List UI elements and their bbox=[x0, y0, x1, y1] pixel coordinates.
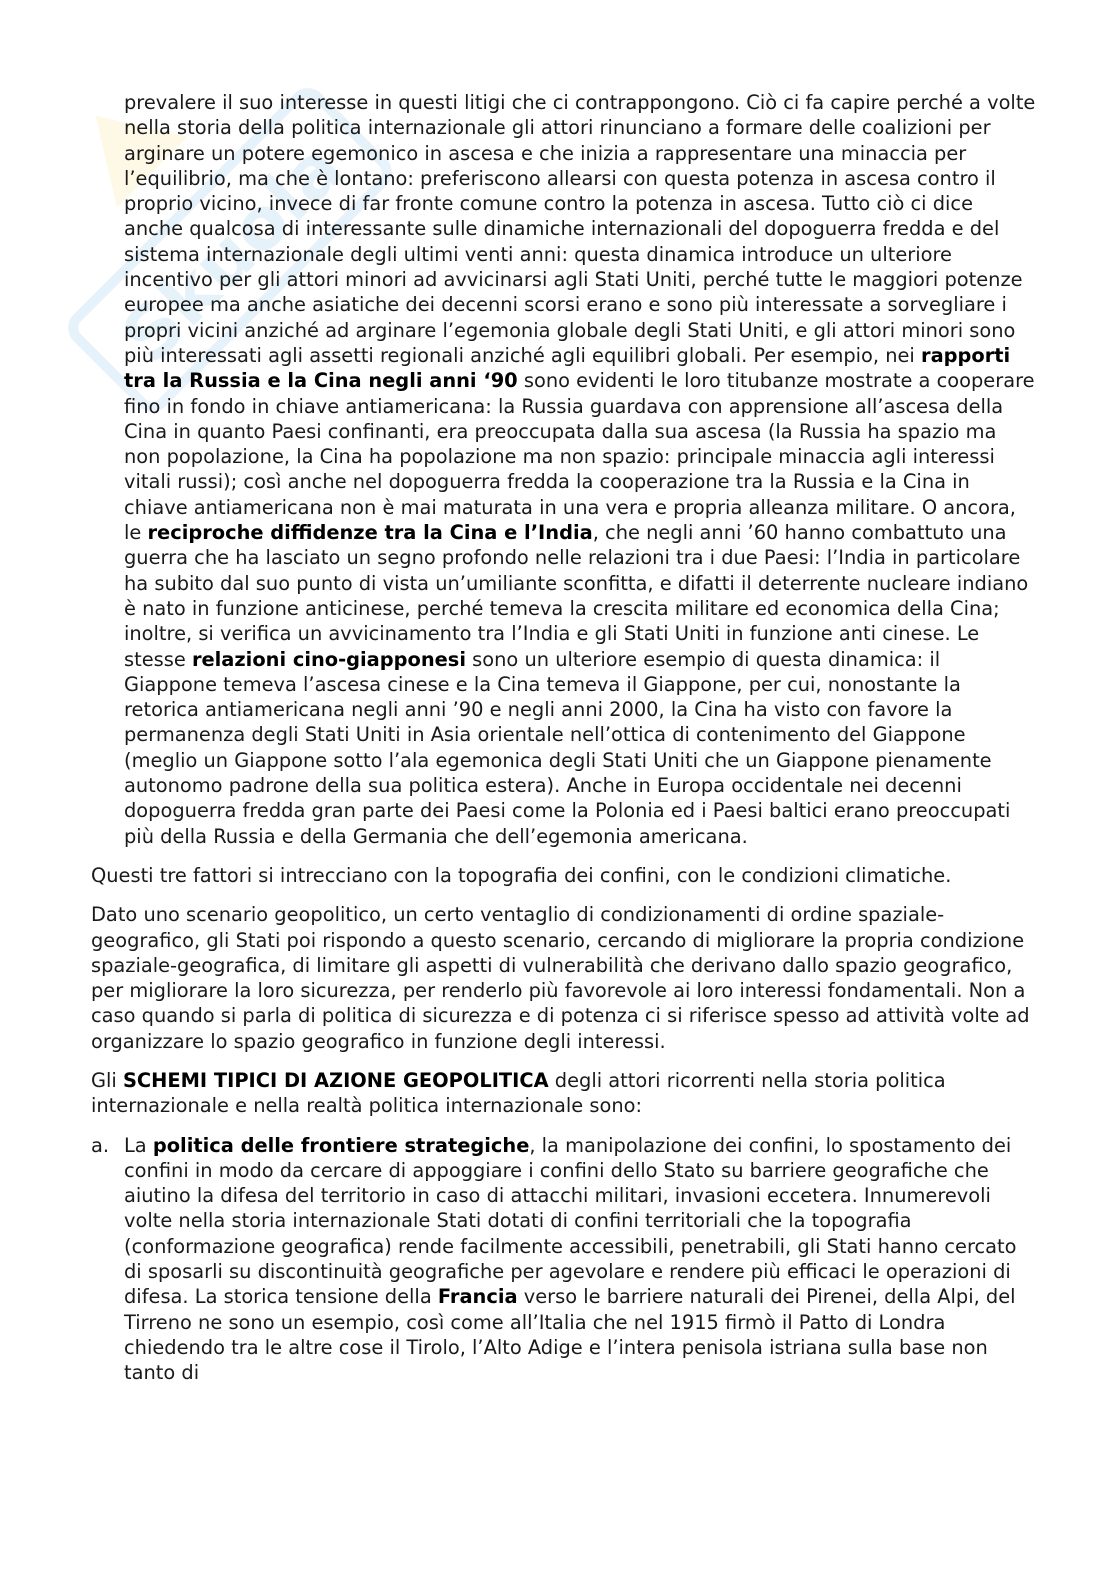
paragraph-russia-china-india-japan bbox=[124, 90, 1036, 849]
text-run: sono un ulteriore esempio di questa dinamica: il Giappone temeva l’ascesa cinese e la Cina temeva il Giappone, per cui, nonostante la retorica antiamericana negli anni ’90 e negli anni 2000, la Cina ha visto con favore la permanenza degli Stati Uniti in Asia orientale nell’ottica di contenimento del Giappone (meglio un Giappone sotto l’ala egemonica degli Stati Uniti che un Giappone pienamente autonomo padrone della sua politica estera). Anche in Europa occidentale nei decenni dopoguerra fredda gran parte dei Paesi come la Polonia ed i Paesi baltici erano preoccupati più della Russia e della Germania che dell’egemonia americana. bbox=[124, 647, 1011, 848]
paragraph-geopolitical-scenario: Dato uno scenario geopolitico, un certo ventaglio di condizionamenti di ordine spaziale-geografico, gli Stati poi rispondo a questo scenario, cercando di migliorare la propria condizione spaziale-geografica, di limitare gli aspetti di vulnerabilità che derivano dallo spazio geografico, per migliorare la loro sicurezza, per renderlo più favorevole ai loro interessi fondamentali. Non a caso quando si parla di politica di sicurezza e di potenza ci si riferisce spesso ad attività volte ad organizzare lo spazio geografico in funzione degli interessi. bbox=[91, 903, 1030, 1053]
text-run: , che negli anni ’60 hanno combattuto una guerra che ha lasciato un segno profondo nelle relazioni tra i due Paesi: l’India in particolare ha subito dal suo punto di vista un’umiliante sconfitta, e difatti il deterrente nucleare indiano è nato in funzione anticinese, perché temeva la crescita militare ed economica della Cina; inoltre, si verifica un avvicinamento tra l’India e gli Stati Uniti in funzione anti cinese. Le stesse bbox=[124, 521, 1029, 671]
text-run: Gli bbox=[91, 1068, 123, 1092]
bold-russia-china: rapporti tra la Russia e la Cina negli anni ‘90 bbox=[124, 343, 1011, 393]
paragraph-typical-schemes bbox=[91, 1068, 1036, 1119]
watermark-text: Skuola bbox=[105, 125, 359, 379]
list-item-body bbox=[124, 1133, 1036, 1386]
text-run: prevalere il suo interesse in questi litigi che ci contrappongono. Ciò ci fa capire perché a volte nella storia della politica internazionale gli attori rinunciano a formare delle coalizioni per arginare un potere egemonico in ascesa e che inizia a rappresentare una minaccia per l’equilibrio, ma che è lontano: preferiscono allearsi con questa potenza in ascesa contro il proprio vicino, invece di far fronte comune contro la potenza in ascesa. Tutto ciò ci dice anche qualcosa di interessante sulle dinamiche internazionali del dopoguerra fredda e del sistema internazionale degli ultimi venti anni: questa dinamica introduce un ulteriore incentivo per gli attori minori ad avvicinarsi agli Stati Uniti, perché tutte le maggiori potenze europee ma anche asiatiche dei decenni scorsi erano e sono più interessate a sorvegliare i propri vicini anziché ad arginare l’egemonia globale degli Stati Uniti, e gli attori minori sono più interessati agli assetti regionali anziché agli equilibri globali. Per esempio, nei bbox=[124, 91, 1036, 367]
list-marker: a. bbox=[91, 1133, 110, 1157]
text-run: degli attori ricorrenti nella storia politica internazionale e nella realtà politica internazionale sono: bbox=[91, 1068, 946, 1118]
bold-china-japan: relazioni cino-giapponesi bbox=[191, 647, 466, 671]
paragraph-three-factors: Questi tre fattori si intrecciano con la topografia dei confini, con le condizioni climatiche. bbox=[91, 863, 952, 887]
bold-schemes-heading: SCHEMI TIPICI DI AZIONE GEOPOLITICA bbox=[122, 1068, 549, 1092]
text-run: verso le barriere naturali dei Pirenei, della Alpi, del Tirreno ne sono un esempio, così come all’Italia che nel 1915 firmò il Patto di Londra chiedendo tra le altre cose il Tirolo, l’Alto Adige e l’intera penisola istriana sulla base non tanto di bbox=[124, 1285, 1016, 1385]
text-run: , la manipolazione dei confini, lo spostamento dei confini in modo da cercare di appoggiare i confini dello Stato su barriere geografiche che aiutino la difesa del territorio in caso di attacchi militari, invasioni eccetera. Innumerevoli volte nella storia internazionale Stati dotati di confini territoriali che la topografia (conformazione geografica) rende facilmente accessibili, penetrabili, gli Stati hanno cercato di sposarli su discontinuità geografiche per agevolare e rendere più efficaci le operazioni di difesa. La storica tensione della bbox=[124, 1133, 1017, 1309]
text-run: La bbox=[124, 1133, 153, 1157]
bold-china-india: reciproche diffidenze tra la Cina e l’India bbox=[147, 521, 593, 545]
bold-france: Francia bbox=[437, 1285, 518, 1309]
bold-strategic-frontiers: politica delle frontiere strategiche bbox=[152, 1133, 530, 1157]
text-run: sono evidenti le loro titubanze mostrate a cooperare fino in fondo in chiave antiamericana: la Russia guardava con apprensione all’ascesa della Cina in quanto Paesi confinanti, era preoccupata dalla sua ascesa (la Russia ha spazio ma non popolazione, la Cina ha popolazione ma non spazio: principale minaccia agli interessi vitali russi); così anche nel dopoguerra fredda la cooperazione tra la Russia e la Cina in chiave antiamericana non è mai maturata in una vera e propria alleanza militare. O ancora, le bbox=[124, 369, 1035, 545]
continuation-paragraph bbox=[124, 90, 1036, 849]
list-item bbox=[91, 1133, 1036, 1386]
